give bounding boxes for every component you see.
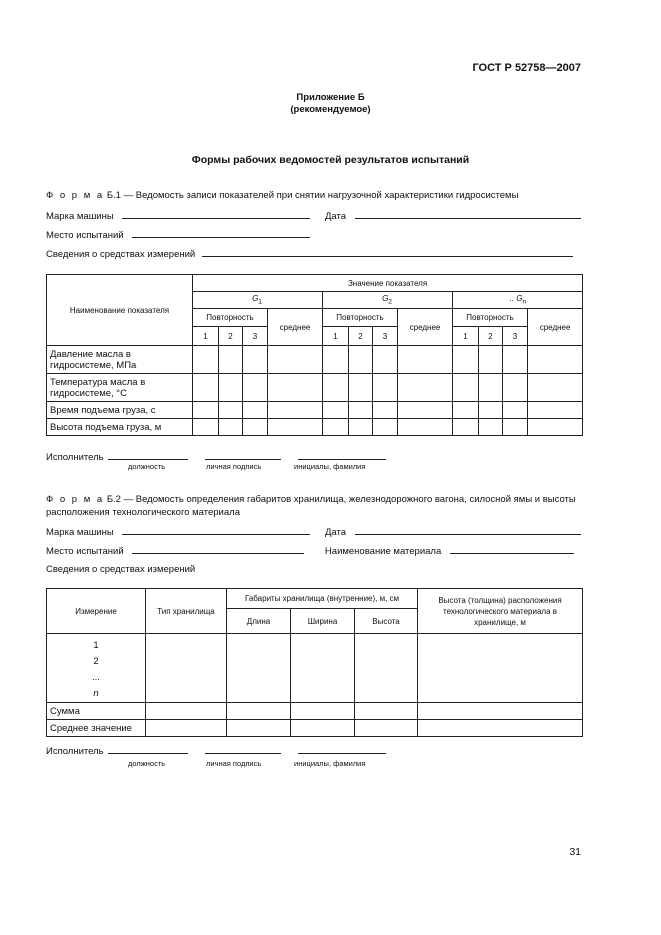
form1-gn-rep-1: 1: [453, 327, 479, 346]
page-title: Формы рабочих ведомостей результатов испытаний: [191, 154, 470, 166]
form1-row-label: Высота подъема груза, м: [47, 419, 193, 436]
form1-sig-position: должность: [128, 462, 166, 471]
form1-row-label: Время подъема груза, с: [47, 402, 193, 419]
form1-g1-rep-2: 2: [219, 327, 243, 346]
list-item: n: [93, 688, 99, 699]
appendix-subtitle: (рекомендуемое): [290, 104, 371, 115]
form1-machine-field[interactable]: [122, 210, 310, 219]
form2-date-label: Дата: [324, 527, 347, 538]
form2-col-dims: Габариты хранилища (внутренние), м, см: [227, 589, 418, 609]
form1-heading: [46, 190, 518, 201]
form1-g1-rep-1: 1: [193, 327, 219, 346]
form1-gn-rep-3: 3: [503, 327, 528, 346]
form2-instruments-row: [46, 564, 195, 575]
form2-place-row: [46, 545, 574, 557]
table-row: [47, 703, 583, 720]
form2-name-field[interactable]: [298, 745, 386, 754]
form2-machine-field[interactable]: [122, 526, 310, 535]
form1-signature-field[interactable]: [205, 451, 281, 460]
page-number: 31: [569, 846, 581, 858]
appendix-heading: [0, 92, 661, 116]
form1-machine-label: Марка машины: [46, 211, 114, 222]
table-row: [47, 720, 583, 737]
form2-title: Б.2 — Ведомость определения габаритов хранилища, железнодорожного вагона, силосной ямы и высоты расположения технологического материала: [46, 494, 576, 518]
form1-g2-rep-2: 2: [349, 327, 373, 346]
form2-col-height: Высота: [355, 609, 418, 634]
form1-col-name: Наименование показателя: [47, 275, 193, 346]
form1-date-label: Дата: [324, 211, 347, 222]
form1-position-field[interactable]: [108, 451, 188, 460]
form2-sum-label: Сумма: [47, 703, 146, 720]
form2-machine-row: [46, 526, 581, 538]
form1-place-field[interactable]: [132, 229, 310, 238]
form2-executor-row: [46, 745, 386, 757]
form1-average-n: среднее: [528, 309, 583, 346]
form2-col-length: Длина: [227, 609, 291, 634]
form1-g1-rep-3: 3: [243, 327, 268, 346]
form1-repeat-n: Повторность: [453, 309, 528, 327]
form1-machine-row: [46, 210, 581, 222]
form1-sig-name: инициалы, фамилия: [294, 462, 366, 471]
form1-place-row: [46, 229, 310, 241]
form1-average-2: среднее: [398, 309, 453, 346]
table-row: [47, 346, 583, 374]
form2-col-width: Ширина: [291, 609, 355, 634]
form2-machine-label: Марка машины: [46, 527, 114, 538]
form2-mean-label: Среднее значение: [47, 720, 146, 737]
form2-signature-field[interactable]: [205, 745, 281, 754]
form2-col-type: Тип хранилища: [146, 589, 227, 634]
appendix-title: Приложение Б: [296, 92, 365, 103]
form1-g2-rep-3: 3: [373, 327, 398, 346]
form1-row-label: Температура масла в гидросистеме, °С: [47, 374, 193, 402]
form1-title: Б.1 — Ведомость записи показателей при снятии нагрузочной характеристики гидросистемы: [106, 190, 519, 201]
table-row: [47, 634, 583, 703]
table-row: [47, 402, 583, 419]
form2-material-label: Наименование материала: [324, 546, 442, 557]
form1-row-label: Давление масла в гидросистеме, МПа: [47, 346, 193, 374]
form1-col-value: Значение показателя: [193, 275, 583, 292]
form1-name-field[interactable]: [298, 451, 386, 460]
form1-gn-rep-2: 2: [479, 327, 503, 346]
form2-heading: [46, 493, 586, 519]
form2-col-measure: Измерение: [47, 589, 146, 634]
form1-executor-label: Исполнитель: [46, 452, 104, 463]
form1-repeat-2: Повторность: [323, 309, 398, 327]
form1-instruments-row: [46, 248, 573, 260]
form2-place-label: Место испытаний: [46, 546, 124, 557]
form1-average-1: среднее: [268, 309, 323, 346]
standard-number: ГОСТ Р 52758—2007: [472, 62, 581, 74]
form1-g2-header: $G_2$: [323, 292, 453, 309]
form2-executor-label: Исполнитель: [46, 746, 104, 757]
form2-measure-list: [47, 634, 146, 703]
form2-material-field[interactable]: [450, 545, 574, 554]
form1-sig-signature: личная подпись: [206, 462, 262, 471]
form2-col-material-height: Высота (толщина) расположения технологического материала в хранилище, м: [418, 589, 583, 634]
form1-instruments-label: Сведения о средствах измерений: [46, 249, 196, 260]
form1-form-word: Ф о р м а: [46, 190, 105, 201]
form2-sig-signature: личная подпись: [206, 759, 262, 768]
form1-g1-header: $G_1$: [193, 292, 323, 309]
table-row: [47, 419, 583, 436]
form1-table: [46, 274, 583, 436]
form1-instruments-field[interactable]: [202, 248, 573, 257]
form2-instruments-label: Сведения о средствах измерений: [46, 564, 196, 575]
table-row: [47, 374, 583, 402]
form1-repeat-1: Повторность: [193, 309, 268, 327]
form1-date-field[interactable]: [355, 210, 581, 219]
form2-place-field[interactable]: [132, 545, 304, 554]
form1-place-label: Место испытаний: [46, 230, 124, 241]
form2-position-field[interactable]: [108, 745, 188, 754]
form2-date-field[interactable]: [355, 526, 581, 535]
form1-g2-rep-1: 1: [323, 327, 349, 346]
form2-sig-position: должность: [128, 759, 166, 768]
form2-form-word: Ф о р м а: [46, 494, 105, 505]
list-item: 2: [93, 656, 99, 667]
form2-sig-name: инициалы, фамилия: [294, 759, 366, 768]
form1-gn-header: .. $G_n$: [453, 292, 583, 309]
form2-table: [46, 588, 583, 737]
list-item: ...: [92, 672, 100, 683]
list-item: 1: [93, 640, 99, 651]
